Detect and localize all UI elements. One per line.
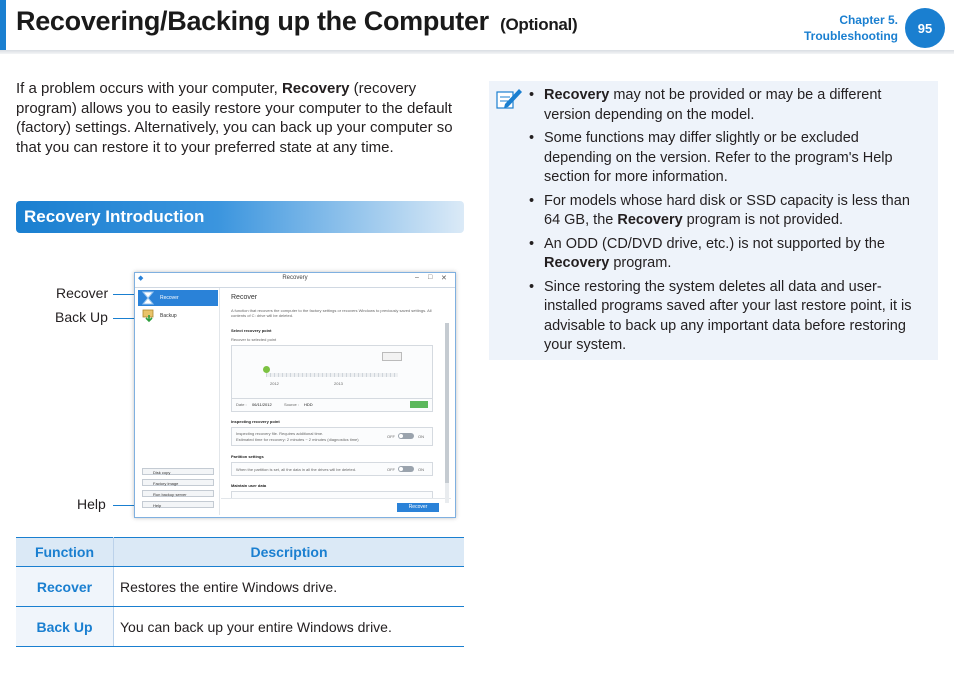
select-recovery-point-label: Select recovery point	[231, 328, 272, 333]
window-main-pane	[221, 288, 451, 515]
note-list	[528, 86, 930, 360]
intro-paragraph	[16, 79, 468, 157]
note-text: For models whose hard disk or SSD capacity is less than 64 GB, the	[544, 192, 910, 228]
note-bold: Recovery	[544, 255, 610, 271]
window-sidebar	[136, 288, 220, 515]
note-text: An ODD (CD/DVD drive, etc.) is not supported by the	[544, 235, 885, 252]
help-button[interactable]: Help	[142, 501, 214, 508]
note-item	[528, 192, 930, 231]
main-pane-title: Recover	[231, 294, 258, 301]
callout-help: Help	[77, 496, 106, 512]
inspecting-desc-2: Estimated time for recovery: 2 minutes ~ 2 minutes (diagnostics time)	[236, 437, 359, 442]
intro-text-1: If a problem occurs with your computer,	[16, 80, 282, 97]
callout-recover: Recover	[56, 285, 109, 301]
table-cell-function: Recover	[16, 567, 114, 607]
note-text: Some functions may differ slightly or be excluded depending on the version. Refer to the program's Help section for more information.	[544, 130, 893, 185]
restore-point-button[interactable]	[410, 401, 428, 408]
table-cell-function: Back Up	[16, 607, 114, 647]
timeline-year-2012: 2012	[270, 381, 279, 386]
partition-toggle[interactable]	[398, 466, 414, 472]
partition-off-label: OFF	[387, 467, 395, 472]
minimize-icon[interactable]: –	[415, 274, 419, 281]
note-item	[528, 278, 930, 356]
page-title-suffix: (Optional)	[500, 15, 578, 34]
table-header-row	[16, 538, 464, 567]
disk-copy-button[interactable]: Disk copy	[142, 468, 214, 475]
header-accent-bar	[0, 0, 6, 50]
note-pencil-icon	[495, 86, 523, 112]
date-label: Date :	[236, 402, 247, 407]
table-cell-description: Restores the entire Windows drive.	[114, 567, 465, 607]
note-text: Since restoring the system deletes all data and user-installed programs saved after your last restore point, it is advisable to back up any important data before restoring your system.	[544, 278, 912, 353]
table-header-description: Description	[114, 538, 465, 567]
note-item	[528, 235, 930, 274]
recover-to-point-label: Recover to selected point	[231, 337, 277, 342]
window-title: Recovery	[282, 275, 308, 281]
timeline-track[interactable]	[266, 373, 398, 377]
recover-button[interactable]: Recover	[397, 503, 439, 512]
note-item	[528, 129, 930, 188]
maintain-data-box	[231, 491, 433, 498]
callout-backup: Back Up	[55, 309, 108, 325]
intro-bold: Recovery	[281, 80, 350, 97]
table-cell-description: You can back up your entire Windows drive.	[114, 607, 465, 647]
app-icon: ◆	[138, 275, 144, 282]
note-item	[528, 86, 930, 125]
source-value: HDD	[304, 402, 313, 407]
date-value: 06/11/2012	[252, 402, 272, 407]
table-row	[16, 607, 464, 647]
window-titlebar	[135, 273, 455, 288]
section-heading: Recovery Introduction	[24, 207, 205, 226]
note-bold: Recovery	[617, 212, 683, 228]
inspecting-desc-1: Inspecting recovery file. Requires additional time.	[236, 431, 324, 436]
chapter-name: Troubleshooting	[804, 29, 898, 43]
main-scrollbar-thumb[interactable]	[445, 323, 449, 483]
sidebar-item-backup-label: Backup	[160, 313, 177, 319]
inspecting-toggle[interactable]	[398, 433, 414, 439]
note-bold: Recovery	[544, 87, 610, 103]
chapter-label	[804, 12, 898, 44]
note-text-after: program is not provided.	[682, 212, 844, 228]
footer-divider	[221, 498, 451, 499]
timeline-year-2013: 2013	[334, 381, 343, 386]
partition-label: Partition settings	[231, 454, 264, 459]
maintain-data-label: Maintain user data	[231, 483, 267, 488]
sidebar-item-recover-label: Recover	[160, 295, 179, 301]
inspecting-off-label: OFF	[387, 434, 395, 439]
inspecting-on-label: ON	[418, 434, 424, 439]
function-table	[16, 537, 464, 647]
maximize-icon[interactable]: □	[428, 274, 433, 281]
main-pane-description: A function that recovers the computer to the factory settings or recovers Windows to previously saved settings. All contents of C: drive will be deleted.	[231, 308, 432, 318]
calendar-button[interactable]	[382, 352, 402, 361]
close-icon[interactable]: ✕	[441, 275, 447, 282]
header-rule	[0, 50, 954, 54]
main-scrollbar[interactable]	[445, 323, 449, 503]
source-label: Source :	[284, 402, 299, 407]
run-backup-server-button[interactable]: Run backup server	[142, 490, 214, 497]
factory-image-button[interactable]: Factory image	[142, 479, 214, 486]
page-number-badge: 95	[905, 8, 945, 48]
table-header-function: Function	[16, 538, 114, 567]
inspecting-box	[231, 427, 433, 446]
partition-desc: When the partition is set, all the data in all the drives will be deleted.	[236, 467, 357, 472]
hourglass-icon	[142, 291, 154, 305]
chapter-number: Chapter 5.	[839, 13, 898, 27]
recovery-point-timeline[interactable]	[231, 345, 433, 399]
note-text-after: program.	[609, 255, 672, 271]
inspecting-label: Inspecting recovery point	[231, 419, 280, 424]
recovery-point-info-bar	[231, 398, 433, 412]
sidebar-item-backup[interactable]	[138, 308, 218, 324]
table-row	[16, 567, 464, 607]
page-title	[16, 6, 577, 37]
partition-on-label: ON	[418, 467, 424, 472]
timeline-marker[interactable]	[263, 366, 270, 373]
recovery-window-screenshot	[134, 272, 456, 518]
partition-box	[231, 462, 433, 476]
page-title-text: Recovering/Backing up the Computer	[16, 6, 489, 36]
backup-arrow-icon	[142, 309, 156, 323]
sidebar-item-recover[interactable]	[138, 290, 218, 306]
intro-text-2: (recovery program) allows you to easily restore your computer to the default (factory) settings. Alternatively, you can back up your computer so that you can restore it to your preferred state at any time.	[16, 80, 453, 156]
note-text: may not be provided or may be a different version depending on the model.	[544, 87, 882, 123]
